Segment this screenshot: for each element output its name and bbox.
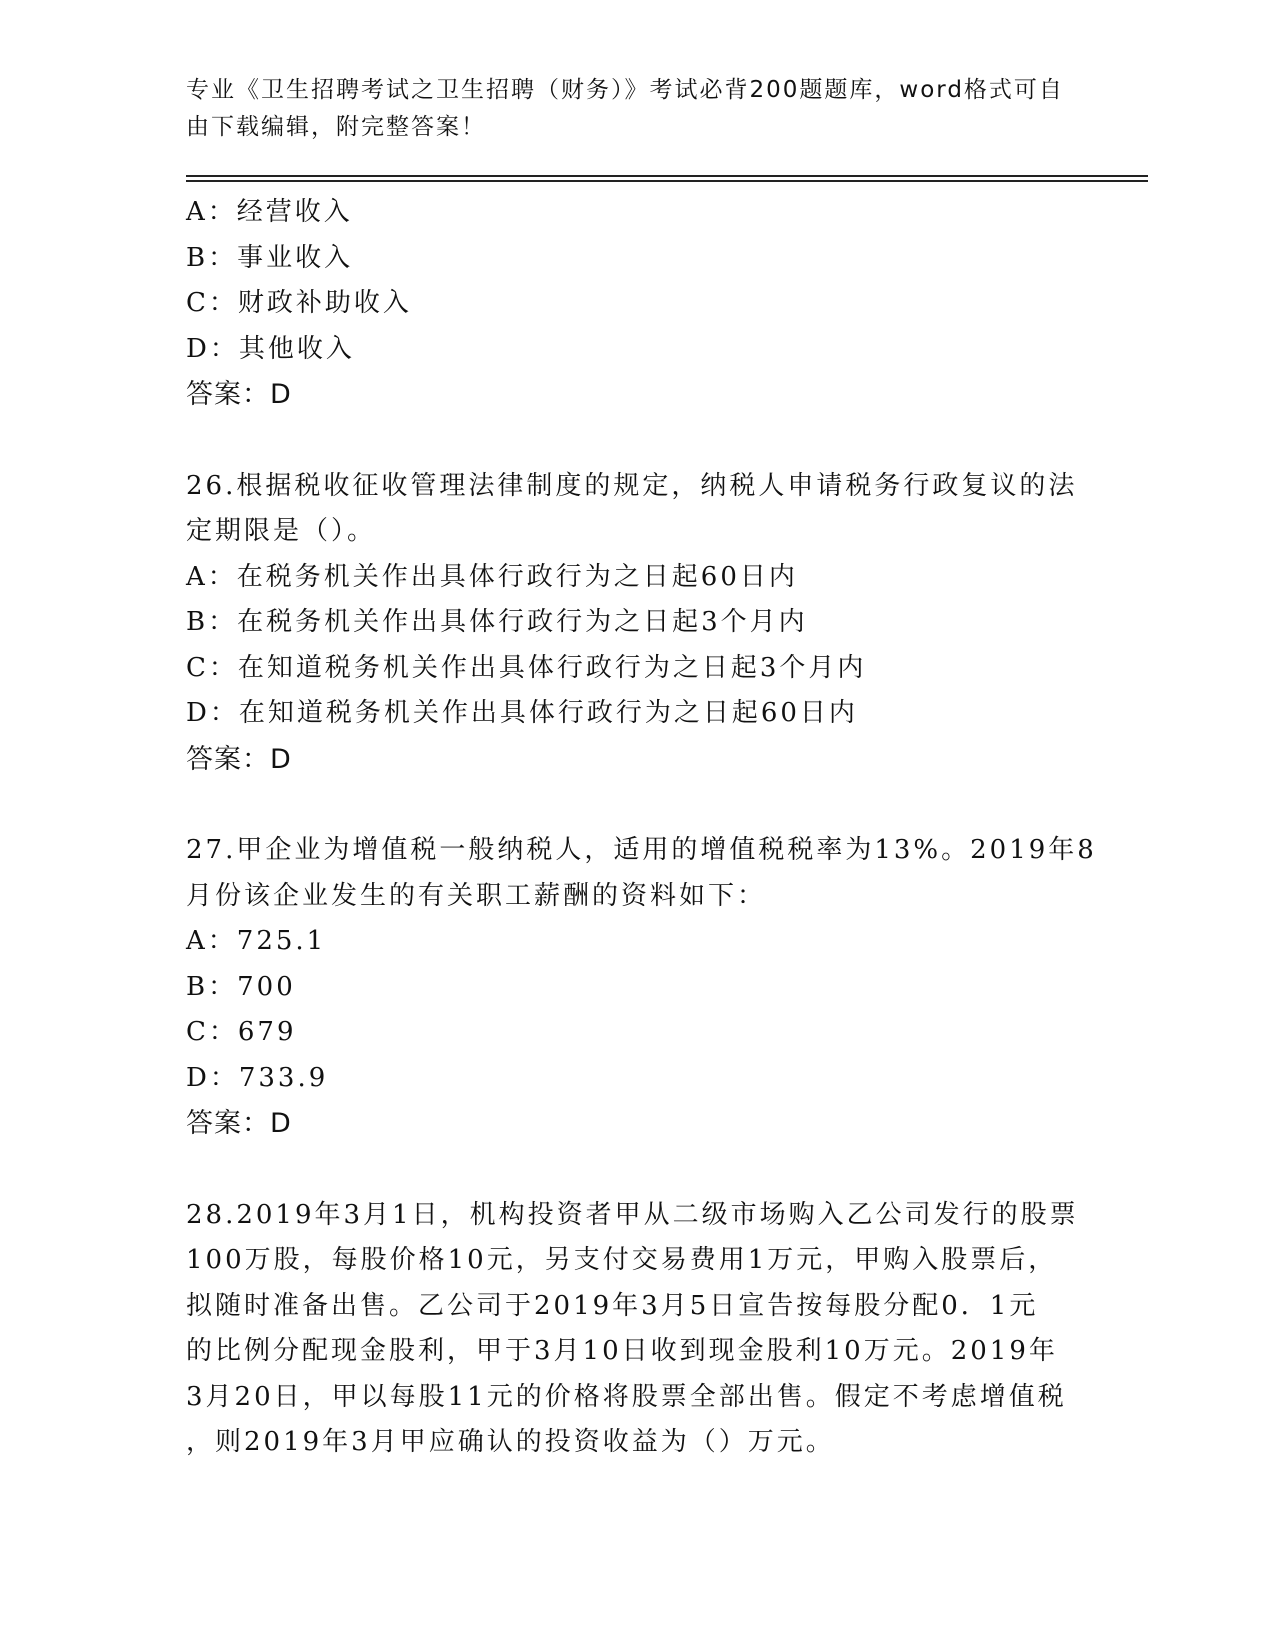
option-d: D：733.9 (186, 1062, 329, 1093)
question-spacer (186, 418, 1086, 464)
question-stem-line: 100万股，每股价格10元，另支付交易费用1万元，甲购入股票后， (186, 1245, 1058, 1275)
question-stem-line: 26.根据税收征收管理法律制度的规定，纳税人申请税务行政复议的法 (186, 470, 1078, 501)
question-stem-line: 3月20日，甲以每股11元的价格将股票全部出售。假定不考虑增值税 (186, 1381, 1067, 1412)
question-stem-line: 定期限是（）。 (186, 516, 377, 546)
option-b: B：事业收入 (186, 242, 354, 273)
question-27 (186, 828, 1097, 1147)
answer-line: 答案：D (186, 1108, 292, 1139)
option-d: D：其他收入 (186, 333, 355, 364)
header-line-2: 由下载编辑，附完整答案！ (186, 114, 486, 140)
question-stem-line: 月份该企业发生的有关职工薪酬的资料如下： (186, 880, 767, 911)
answer-line: 答案：D (186, 743, 292, 775)
question-stem-line: 的比例分配现金股利，甲于3月10日收到现金股利10万元。2019年 (186, 1336, 1058, 1366)
question-spacer (186, 782, 1086, 828)
question-stem-line: ，则2019年3月甲应确认的投资收益为（）万元。 (186, 1427, 835, 1457)
header-divider-bottom (186, 180, 1148, 182)
header-divider-top (186, 175, 1148, 177)
question-spacer (186, 1147, 1086, 1193)
question-26 (186, 464, 1086, 783)
question-28 (186, 1193, 1086, 1466)
document-header (186, 72, 1066, 146)
option-a: A：经营收入 (186, 197, 353, 227)
option-b: B：700 (186, 971, 296, 1002)
answer-line: 答案：D (186, 379, 292, 410)
option-c: C：在知道税务机关作出具体行政行为之日起3个月内 (186, 652, 867, 683)
option-b: B：在税务机关作出具体行政行为之日起3个月内 (186, 607, 808, 637)
option-c: C：679 (186, 1017, 297, 1047)
question-stem-line: 28.2019年3月1日，机构投资者甲从二级市场购入乙公司发行的股票 (186, 1199, 1079, 1230)
question-list (186, 190, 1097, 1466)
option-d: D：在知道税务机关作出具体行政行为之日起60日内 (186, 698, 858, 728)
question-stem-line: 拟随时准备出售。乙公司于2019年3月5日宣告按每股分配0．1元 (186, 1290, 1039, 1321)
question-stem-line: 27.甲企业为增值税一般纳税人，适用的增值税税率为13%。2019年8 (186, 835, 1097, 865)
header-line-1: 专业《卫生招聘考试之卫生招聘（财务）》考试必背200题题库，word格式可自 (186, 77, 1064, 103)
option-c: C：财政补助收入 (186, 288, 412, 318)
option-a: A：在税务机关作出具体行政行为之日起60日内 (186, 561, 798, 592)
option-a: A：725.1 (186, 926, 327, 956)
question-25 (186, 190, 1086, 418)
